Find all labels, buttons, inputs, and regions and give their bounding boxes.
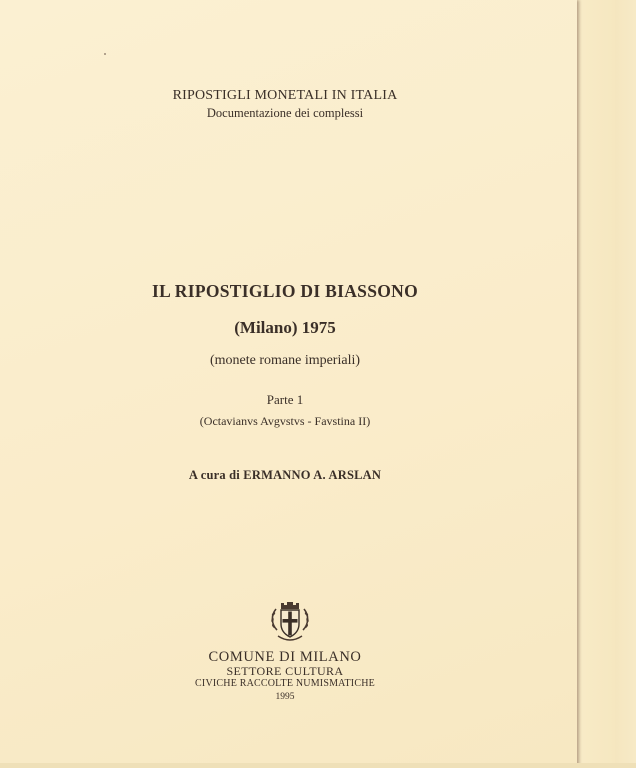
series-subtitle: Documentazione dei complessi [206, 106, 364, 120]
editor-credit: A cura di ERMANNO A. ARSLAN [188, 468, 382, 482]
paper-speck [104, 53, 106, 55]
publication-year: 1995 [275, 692, 295, 702]
book-title: IL RIPOSTIGLIO DI BIASSONO [151, 281, 418, 301]
milan-coat-of-arms-icon [268, 600, 312, 644]
book-subject: (monete romane imperiali) [209, 353, 361, 368]
place-year: (Milano) 1975 [234, 318, 336, 337]
middle-booklet-edge [574, 0, 615, 768]
background-bottom-strip [0, 763, 636, 768]
series-title: RIPOSTIGLI MONETALI IN ITALIA [172, 88, 398, 103]
back-booklet-edge [612, 0, 636, 768]
part-number: Parte 1 [266, 392, 304, 407]
publisher-collection: CIVICHE RACCOLTE NUMISMATICHE [195, 678, 375, 689]
publisher-department: SETTORE CULTURA [226, 664, 344, 678]
part-range: (Octavianvs Avgvstvs - Favstina II) [199, 414, 371, 428]
publisher-name: COMUNE DI MILANO [208, 649, 362, 665]
